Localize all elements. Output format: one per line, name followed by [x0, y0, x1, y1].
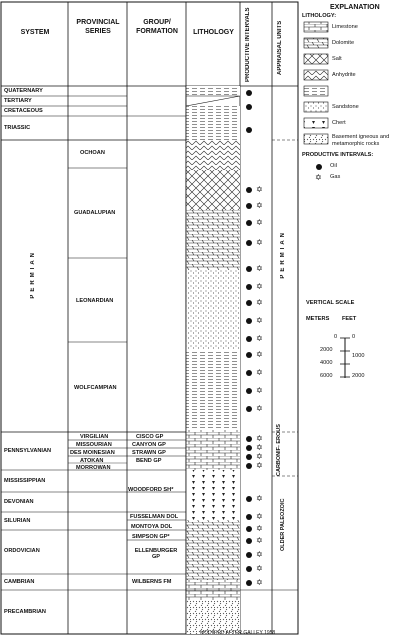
legend-salt: Salt	[332, 56, 342, 62]
oil-marker	[246, 552, 252, 558]
legend-lithology-title: LITHOLOGY:	[302, 13, 337, 19]
gas-marker: ✡	[256, 316, 263, 325]
oil-marker	[246, 104, 252, 110]
system-silurian: SILURIAN	[4, 518, 31, 524]
scale-feet-1000: 1000	[352, 353, 365, 359]
series-ochoan: OCHOAN	[80, 150, 105, 156]
oil-marker	[246, 566, 252, 572]
gas-marker: ✡	[256, 434, 263, 443]
legend-title: EXPLANATION	[330, 4, 380, 11]
system-ordovician: ORDOVICIAN	[4, 548, 40, 554]
gas-marker: ✡	[256, 386, 263, 395]
system-triassic: TRIASSIC	[4, 125, 31, 131]
formation-canyon: CANYON GP	[132, 442, 166, 448]
oil-marker	[246, 496, 252, 502]
scale-meters-0: 0	[334, 334, 338, 340]
system-quaternary: QUATERNARY	[4, 88, 43, 94]
legend-dolomite: Dolomite	[332, 40, 355, 46]
system-pennsylvanian: PENNSYLVANIAN	[4, 448, 52, 454]
gas-marker: ✡	[256, 282, 263, 291]
legend-oil: Oil	[330, 163, 337, 169]
oil-marker	[246, 526, 252, 532]
legend-anhydrite: Anhydrite	[332, 72, 356, 78]
oil-marker	[246, 336, 252, 342]
gas-marker: ✡	[256, 185, 263, 194]
header-productive-intervals: PRODUCTIVE INTERVALS	[245, 7, 251, 82]
formation-wilberns: WILBERNS FM	[132, 579, 172, 585]
appraisal-permian: PERMIAN	[280, 230, 286, 279]
legend-gas: Gas	[330, 174, 341, 180]
gas-marker: ✡	[256, 494, 263, 503]
scale-meters-2000: 2000	[320, 347, 333, 353]
oil-marker	[246, 538, 252, 544]
oil-marker	[246, 388, 252, 394]
oil-marker	[246, 284, 252, 290]
formation-ellenburger: ELLENBURGER GP	[134, 548, 178, 560]
formation-simpson: SIMPSON GP*	[132, 534, 170, 540]
oil-marker	[246, 220, 252, 226]
gas-marker: ✡	[256, 368, 263, 377]
scale-meters-4000: 4000	[320, 360, 333, 366]
system-precambrian: PRECAMBRIAN	[4, 609, 46, 615]
oil-marker	[246, 352, 252, 358]
gas-marker: ✡	[256, 404, 263, 413]
system-cretaceous: CRETACEOUS	[4, 108, 43, 114]
gas-marker: ✡	[256, 536, 263, 545]
scale-meters-6000: 6000	[320, 373, 333, 379]
series-morrowan: MORROWAN	[76, 465, 111, 471]
legend-chert: Chert	[332, 120, 346, 126]
scale-feet-0: 0	[352, 334, 356, 340]
series-leonardian: LEONARDIAN	[76, 298, 114, 304]
system-cambrian: CAMBRIAN	[4, 579, 35, 585]
series-desmoinesian: DES MOINESIAN	[70, 450, 115, 456]
system-permian: PERMIAN	[30, 250, 36, 299]
gas-marker: ✡	[256, 524, 263, 533]
gas-marker: ✡	[256, 264, 263, 273]
formation-woodford: WOODFORD SH*	[128, 487, 174, 493]
oil-marker	[246, 240, 252, 246]
legend-oil-icon	[316, 164, 322, 170]
gas-marker: ✡	[256, 564, 263, 573]
scale-feet-2000: 2000	[352, 373, 365, 379]
gas-marker: ✡	[256, 461, 263, 470]
oil-marker	[246, 90, 252, 96]
legend-basement: Basement igneous and metamorphic rocks	[332, 134, 390, 147]
header-group-formation: GROUP/ FORMATION	[136, 19, 178, 35]
scale-meters-label: METERS	[306, 316, 330, 322]
series-guadalupian: GUADALUPIAN	[74, 210, 116, 216]
scale-title: VERTICAL SCALE	[306, 300, 355, 306]
gas-marker: ✡	[256, 201, 263, 210]
oil-marker	[246, 463, 252, 469]
gas-marker: ✡	[256, 512, 263, 521]
formation-fusselman: FUSSELMAN DOL	[130, 514, 179, 520]
oil-marker	[246, 514, 252, 520]
oil-marker	[246, 370, 252, 376]
header-appraisal-units: APPRAISAL UNITS	[277, 20, 283, 76]
legend-limestone: Limestone	[332, 24, 358, 30]
formation-strawn: STRAWN GP	[132, 450, 166, 456]
header-provincial-series: PROVINCIAL SERIES	[76, 19, 120, 35]
scale-feet-label: FEET	[342, 316, 357, 322]
oil-marker	[246, 127, 252, 133]
legend-sandstone: Sandstone	[332, 104, 359, 110]
oil-marker	[246, 436, 252, 442]
header-system: SYSTEM	[20, 29, 50, 36]
gas-marker: ✡	[256, 218, 263, 227]
oil-marker	[246, 318, 252, 324]
system-devonian: DEVONIAN	[4, 499, 34, 505]
gas-marker: ✡	[256, 578, 263, 587]
oil-marker	[246, 300, 252, 306]
header-lithology: LITHOLOGY	[193, 29, 234, 36]
system-tertiary: TERTIARY	[4, 98, 32, 104]
series-atokan: ATOKAN	[80, 458, 104, 464]
gas-marker: ✡	[256, 443, 263, 452]
gas-marker: ✡	[256, 350, 263, 359]
oil-marker	[246, 266, 252, 272]
system-mississippian: MISSISSIPPIAN	[4, 478, 46, 484]
oil-marker	[246, 580, 252, 586]
oil-marker	[246, 454, 252, 460]
series-missourian: MISSOURIAN	[76, 442, 112, 448]
gas-marker: ✡	[256, 452, 263, 461]
gas-marker: ✡	[256, 550, 263, 559]
credit-note: MODIFIED AFTER GALLEY 1958	[200, 630, 276, 636]
oil-marker	[246, 445, 252, 451]
oil-marker	[246, 406, 252, 412]
formation-bend: BEND GP	[136, 458, 162, 464]
legend-gas-icon: ✡	[315, 173, 322, 182]
gas-marker: ✡	[256, 238, 263, 247]
series-wolfcampian: WOLFCAMPIAN	[74, 385, 117, 391]
gas-marker: ✡	[256, 298, 263, 307]
gas-marker: ✡	[256, 334, 263, 343]
appraisal-older-paleozoic: OLDER PALEOZOIC	[280, 498, 286, 552]
formation-cisco: CISCO GP	[136, 434, 164, 440]
legend-productive-title: PRODUCTIVE INTERVALS:	[302, 152, 374, 158]
oil-marker	[246, 203, 252, 209]
series-virgilian: VIRGILIAN	[80, 434, 109, 440]
appraisal-carboniferous: CARBONIF- EROUS	[276, 424, 282, 476]
oil-marker	[246, 187, 252, 193]
formation-montoya: MONTOYA DOL	[131, 524, 173, 530]
